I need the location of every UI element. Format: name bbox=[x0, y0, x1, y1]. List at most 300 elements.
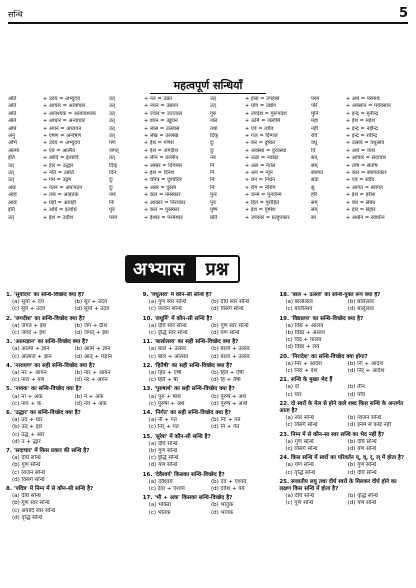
answer-option[interactable]: (d) विद्या + लय bbox=[285, 344, 320, 351]
question-options bbox=[279, 462, 410, 476]
question-item bbox=[6, 339, 137, 361]
sandhi-row bbox=[210, 163, 307, 170]
answer-option[interactable]: (a) बालोत्सव bbox=[285, 299, 313, 306]
answer-option[interactable]: (c) वृद्धि स्वर सन्धि bbox=[148, 330, 188, 337]
sandhi-row bbox=[210, 118, 307, 125]
question-stem: 7. 'सदाचार' में किस प्रकार की सन्धि है? bbox=[6, 448, 90, 455]
answer-option[interactable]: (b) तीन bbox=[347, 384, 365, 391]
answer-option[interactable]: (d) आत् + मज्ञान bbox=[74, 353, 113, 360]
sandhi-result: + एव = आत्मैव bbox=[42, 147, 76, 154]
sandhi-row bbox=[311, 133, 408, 140]
sandhi-result: + उदय = अभ्युदय bbox=[42, 140, 81, 147]
sandhi-result: + अन = न्यून bbox=[244, 170, 273, 177]
question-item bbox=[279, 455, 410, 477]
answer-option[interactable]: (a) बाल + उत्सव bbox=[148, 346, 186, 353]
sandhi-row bbox=[210, 133, 307, 140]
answer-option[interactable]: (c) व्यंजन सन्धि bbox=[148, 306, 182, 313]
sandhi-table bbox=[8, 96, 408, 248]
sandhi-row bbox=[109, 140, 206, 147]
question-stem: 6. 'उद्धार' का सन्धि-विच्छेद क्या है? bbox=[6, 410, 81, 417]
sandhi-word: पुनः bbox=[210, 192, 217, 199]
answer-option[interactable]: (a) दीर्घ सन्धि bbox=[285, 493, 315, 500]
sandhi-result: + एव = तथैव bbox=[244, 125, 274, 132]
question-stem: 14. 'निर्गत' का सही सन्धि-विच्छेद क्या है? bbox=[142, 410, 231, 417]
sandhi-word: दिन bbox=[109, 170, 116, 177]
exercise-banner bbox=[125, 254, 295, 284]
sandhi-word: निः bbox=[210, 177, 216, 184]
answer-option[interactable]: (b) गुण स्वर सन्धि bbox=[12, 500, 50, 507]
answer-option[interactable]: (d) दीर्घ सन्धि bbox=[347, 469, 377, 476]
sandhi-result: + आचार = अत्याचार bbox=[42, 103, 86, 110]
sandhi-row bbox=[210, 200, 307, 207]
answer-option[interactable]: (a) नर + आयन bbox=[12, 370, 47, 377]
sandhi-result: + आगत = स्वागत bbox=[345, 184, 383, 191]
sandhi-word: उत् bbox=[109, 125, 115, 132]
sandhi-word: तत् bbox=[109, 155, 115, 162]
answer-option[interactable]: (b) सूर + उदय bbox=[74, 299, 108, 306]
answer-option[interactable]: (a) ना + अक bbox=[12, 393, 43, 400]
answer-option[interactable]: (b) उत् + हार bbox=[12, 424, 43, 431]
sandhi-result: + ऊर्मि = जलोर्मि bbox=[244, 118, 281, 125]
sandhi-row bbox=[8, 163, 105, 170]
question-columns bbox=[6, 292, 410, 584]
sandhi-row bbox=[8, 215, 105, 222]
answer-option[interactable]: (d) यण सन्धि bbox=[347, 446, 377, 453]
sandhi-result: + ईश = महेश bbox=[345, 118, 376, 125]
answer-option[interactable]: (c) नाय + क bbox=[12, 400, 42, 407]
sandhi-row bbox=[8, 103, 105, 110]
sandhi-result: + अम्बर = दिगम्बर bbox=[143, 162, 183, 169]
sandhi-row bbox=[210, 148, 307, 155]
sandhi-word: आवः bbox=[8, 199, 18, 206]
answer-option[interactable]: (a) आत्मा + ज्ञान bbox=[12, 346, 50, 353]
question-stem: 10. 'लघूर्मि' में कौन-सी सन्धि है? bbox=[142, 315, 213, 322]
sandhi-word: उत् bbox=[109, 118, 115, 125]
sandhi-word: निः bbox=[210, 184, 216, 191]
sandhi-word: उत् bbox=[109, 96, 115, 102]
sandhi-row bbox=[311, 155, 408, 162]
answer-option[interactable]: (d) पुरुष + आर्थ bbox=[211, 400, 248, 407]
answer-option[interactable]: (c) निरा + देश bbox=[285, 368, 318, 375]
sandhi-word: दुः bbox=[109, 184, 113, 191]
answer-option[interactable]: (c) हितै + षी bbox=[148, 377, 178, 384]
sandhi-word: स्वागत bbox=[311, 170, 324, 177]
sandhi-result: + अर्थ = परमार्थ bbox=[345, 96, 380, 102]
sandhi-column bbox=[311, 96, 408, 248]
answer-option[interactable]: (a) देवैश्वर्य bbox=[148, 478, 173, 485]
sandhi-word: महा bbox=[311, 118, 319, 125]
question-item bbox=[143, 472, 274, 494]
answer-option[interactable]: (c) पुरुषा + अर्थ bbox=[148, 400, 185, 407]
question-options bbox=[6, 346, 137, 360]
answer-option[interactable]: (d) देवैश + वर्य bbox=[211, 486, 245, 493]
answer-option[interactable]: (c) बाल + ओत्सव bbox=[148, 353, 189, 360]
answer-option[interactable]: (c) आत्मज + ज्ञान bbox=[12, 353, 52, 360]
question-options bbox=[279, 493, 410, 507]
answer-option[interactable]: (c) गुण सन्धि bbox=[285, 500, 314, 507]
question-item bbox=[143, 292, 274, 314]
question-column bbox=[6, 292, 137, 584]
sandhi-row bbox=[311, 177, 408, 184]
sandhi-row bbox=[109, 118, 206, 125]
answer-option[interactable]: (c) सूर्य + उदय bbox=[12, 306, 46, 313]
sandhi-word: पुरः bbox=[210, 199, 217, 206]
sandhi-word: पुष्प bbox=[210, 207, 218, 214]
question-options bbox=[143, 441, 274, 470]
question-stem: 5. 'नायक' का सन्धि-विच्छेद क्या है? bbox=[6, 386, 82, 393]
question-options bbox=[143, 417, 274, 431]
answer-option[interactable]: (b) पुरुष + अर्थ bbox=[211, 393, 246, 400]
sandhi-result: + हित = पुरोहित bbox=[244, 199, 280, 206]
question-item bbox=[279, 479, 410, 508]
section-title-underline bbox=[150, 93, 266, 94]
sandhi-row bbox=[210, 170, 307, 177]
sandhi-word: परि bbox=[311, 103, 318, 110]
question-item bbox=[6, 410, 137, 446]
sandhi-result: + हार = उद्धार bbox=[42, 162, 74, 169]
answer-option[interactable]: (a) जगत + ईश bbox=[12, 322, 47, 329]
sandhi-word: अति bbox=[8, 118, 17, 125]
sandhi-result: + लीन = तल्लीन bbox=[143, 155, 179, 162]
sandhi-result: + बंध = संबंध bbox=[345, 199, 376, 206]
sandhi-row bbox=[210, 192, 307, 199]
question-options bbox=[6, 455, 137, 484]
question-stem: 8. 'पवित्र' में निम्न में से कौन-सी सन्धि है? bbox=[6, 486, 94, 493]
answer-option[interactable]: (c) भौतक bbox=[148, 509, 171, 516]
sandhi-word: गण bbox=[109, 140, 116, 147]
answer-option[interactable]: (b) दीर्घ सन्धि bbox=[347, 438, 377, 445]
answer-option[interactable]: (d) यण सन्धि bbox=[148, 462, 178, 469]
question-item bbox=[279, 316, 410, 352]
question-options bbox=[143, 502, 274, 516]
sandhi-row bbox=[109, 170, 206, 177]
answer-option[interactable]: (a) स्वर सन्धि bbox=[285, 415, 314, 422]
answer-option[interactable]: (b) हित + ऐषी bbox=[211, 370, 244, 377]
question-stem: 22. दो स्वरों के मेल से होने वाले शब्द किस सन्धि के अन्तर्गत आता है? bbox=[279, 400, 404, 415]
sandhi-result: + एव = सदैव bbox=[345, 177, 375, 184]
sandhi-result: + ईश = हरीश bbox=[345, 192, 376, 199]
answer-option[interactable]: (b) नै + अक bbox=[74, 393, 104, 400]
answer-option[interactable]: (b) निः + आदेश bbox=[347, 360, 384, 367]
sandhi-row bbox=[210, 126, 307, 133]
answer-option[interactable]: (d) बाला + उत्सव bbox=[211, 353, 250, 360]
question-options bbox=[6, 370, 137, 384]
sandhi-row bbox=[109, 111, 206, 118]
sandhi-row bbox=[109, 207, 206, 214]
sandhi-result: + आदि = इत्यादि bbox=[42, 155, 79, 162]
answer-option[interactable]: (c) निर् + गत bbox=[148, 424, 179, 431]
answer-option[interactable]: (c) अयादि स्वर सन्धि bbox=[12, 507, 56, 514]
sandhi-column bbox=[109, 96, 206, 248]
answer-option[interactable]: (d) यण सन्धि bbox=[347, 500, 377, 507]
sandhi-result: + इन्द्र = रवीन्द्र bbox=[345, 133, 378, 140]
answer-option[interactable]: (b) बालो + उत्सव bbox=[211, 346, 250, 353]
question-item bbox=[6, 448, 137, 484]
sandhi-row bbox=[210, 155, 307, 162]
answer-option[interactable]: (b) गुण सन्धि bbox=[347, 462, 377, 469]
sandhi-row bbox=[311, 207, 408, 214]
sandhi-row bbox=[311, 148, 408, 155]
answer-option[interactable]: (d) भावक bbox=[211, 509, 234, 516]
sandhi-row bbox=[109, 200, 206, 207]
question-item bbox=[279, 292, 410, 314]
sandhi-result: + हार = संहार bbox=[345, 207, 376, 214]
sandhi-row bbox=[8, 192, 105, 199]
question-item bbox=[6, 363, 137, 385]
sandhi-word: नि bbox=[210, 170, 215, 177]
sandhi-row bbox=[109, 177, 206, 184]
banner-part-2: प्रश्न bbox=[194, 255, 241, 283]
sandhi-word: आहः bbox=[8, 192, 18, 199]
sandhi-row bbox=[109, 126, 206, 133]
answer-option[interactable]: (c) देवा + ऐश्वर्य bbox=[148, 486, 185, 493]
sandhi-result: + उत्सव = वधूत्सव bbox=[345, 140, 385, 147]
question-stem: 11. 'बालोत्सव' का सही सन्धि-विच्छेद क्या है? bbox=[142, 339, 239, 346]
question-stem: 19. 'विद्यालय' का सन्धि-विच्छेद क्या है? bbox=[279, 315, 364, 322]
sandhi-column bbox=[8, 96, 105, 248]
question-item bbox=[143, 339, 274, 361]
answer-option[interactable]: (c) व्यंजन सन्धि bbox=[12, 469, 46, 476]
answer-option[interactable]: (a) दीर्घ सन्धि bbox=[12, 493, 41, 500]
sandhi-result: + नति = उन्नति bbox=[42, 170, 74, 177]
answer-option[interactable]: (b) आत्म + ज्ञान bbox=[74, 346, 111, 353]
answer-option[interactable]: (a) दीर्घ स्वर सन्धि bbox=[148, 322, 187, 329]
question-stem: 23. निम्न में से कौन-सा स्वर सन्धि का भेद नहीं है? bbox=[279, 431, 385, 438]
sandhi-row bbox=[109, 133, 206, 140]
sandhi-row bbox=[8, 118, 105, 125]
answer-option[interactable]: (a) उद + धार bbox=[12, 417, 43, 424]
sandhi-row bbox=[311, 215, 408, 222]
sandhi-word: अभि bbox=[8, 140, 17, 147]
sandhi-row bbox=[8, 96, 105, 103]
sandhi-result: + चरित्र = दुश्चरित्र bbox=[143, 177, 182, 184]
sandhi-word: उत् bbox=[8, 162, 14, 169]
answer-option[interactable]: (a) भोक्ता bbox=[148, 502, 171, 509]
question-stem: 12. 'हितैषी' का सही सन्धि-विच्छेद क्या है? bbox=[142, 362, 233, 369]
question-options bbox=[279, 361, 410, 375]
sandhi-result: + जन्म = पुनर्जन्म bbox=[244, 192, 282, 199]
sandhi-result: + उदय = अभ्युदय bbox=[42, 96, 81, 102]
answer-option[interactable]: (b) निः + गत bbox=[211, 417, 241, 424]
sandhi-result: + ईश = जगदीश bbox=[143, 147, 179, 154]
sandhi-result: + एषण = अन्वेषण bbox=[42, 133, 82, 140]
sandhi-row bbox=[210, 215, 307, 222]
answer-option[interactable]: (d) पाँच bbox=[347, 391, 366, 398]
sandhi-result: + कर = दुष्कर bbox=[244, 140, 276, 147]
sandhi-row bbox=[311, 192, 408, 199]
sandhi-word: गुरु bbox=[210, 110, 217, 117]
answer-option[interactable]: (a) पुरु + षार्थ bbox=[148, 393, 181, 400]
answer-option[interactable]: (a) नी + गत bbox=[148, 417, 177, 424]
sandhi-row bbox=[109, 163, 206, 170]
answer-option[interactable]: (d) बालूत्सव bbox=[347, 306, 374, 313]
sandhi-result: + हास = उपहास bbox=[244, 96, 280, 102]
sandhi-word: उत् bbox=[109, 133, 115, 140]
sandhi-result: + लास = उल्लास bbox=[143, 125, 180, 132]
answer-option[interactable]: (b) गुण स्वर सन्धि bbox=[211, 322, 249, 329]
answer-option[interactable]: (a) दो bbox=[285, 384, 300, 391]
sandhi-row bbox=[311, 126, 408, 133]
answer-option[interactable]: (a) दीर्घ सन्धि bbox=[12, 455, 41, 462]
answer-option[interactable]: (c) विसर्ग सन्धि bbox=[285, 446, 318, 453]
answer-option[interactable]: (d) नय + अक bbox=[74, 400, 107, 407]
sandhi-result: + तक = आहतक bbox=[42, 192, 79, 199]
question-item bbox=[6, 316, 137, 338]
answer-option[interactable]: (b) गुण सन्धि bbox=[12, 462, 41, 469]
sandhi-row bbox=[210, 185, 307, 192]
question-stem: 21. सन्धि के मुख्य भेद हैं bbox=[279, 377, 333, 384]
answer-option[interactable]: (a) दीर्घ सन्धि bbox=[148, 440, 178, 447]
sandhi-word: अनु bbox=[8, 133, 15, 140]
sandhi-row bbox=[210, 140, 307, 147]
answer-option[interactable]: (d) नर + अयन bbox=[74, 377, 108, 384]
sandhi-row bbox=[109, 215, 206, 222]
sandhi-word: नव bbox=[210, 155, 216, 162]
answer-option[interactable]: (d) यण सन्धि bbox=[211, 330, 240, 337]
answer-option[interactable]: (c) नारा + यण bbox=[12, 377, 45, 384]
sandhi-word: आत्मा bbox=[8, 147, 20, 154]
answer-option[interactable]: (c) विद + यालय bbox=[285, 337, 322, 344]
question-item bbox=[279, 377, 410, 399]
answer-option[interactable]: (d) विसर्ग सन्धि bbox=[12, 476, 45, 483]
sandhi-row bbox=[8, 111, 105, 118]
answer-option[interactable]: (c) उद्ध + आर bbox=[12, 431, 45, 438]
question-stem: 3. 'आत्मज्ञान' का सन्धि-विच्छेद क्या है? bbox=[6, 339, 89, 346]
question-item bbox=[279, 401, 410, 430]
sandhi-word: जगत् bbox=[109, 147, 119, 154]
sandhi-word: परम bbox=[311, 96, 320, 102]
question-stem: 24. किस सन्धि में स्वरों का परिवर्तन य्, व्, र्, ल् में होता है? bbox=[279, 455, 405, 462]
sandhi-word: नहीं bbox=[311, 125, 318, 132]
answer-option[interactable]: (c) वृद्धि सन्धि bbox=[148, 455, 179, 462]
answer-option[interactable]: (d) नि + र्गत bbox=[211, 424, 240, 431]
question-options bbox=[143, 479, 274, 493]
sandhi-result: + अधि = इत्यधि bbox=[42, 207, 77, 214]
answer-option[interactable]: (a) निर + आदेश bbox=[285, 360, 322, 367]
question-stem: 4. 'नारायण' का सही सन्धि-विच्छेद क्या है? bbox=[6, 362, 96, 369]
question-item bbox=[143, 386, 274, 408]
answer-option[interactable]: (b) वृद्धि सन्धि bbox=[347, 493, 378, 500]
answer-option[interactable]: (a) विद्य + आलय bbox=[285, 322, 324, 329]
sandhi-word: निः bbox=[109, 199, 115, 206]
answer-option[interactable]: (d) विसर्ग सन्धि bbox=[211, 306, 244, 313]
question-stem: 2. 'जगदीश' का सन्धि-विच्छेद क्या है? bbox=[6, 315, 86, 322]
answer-option[interactable]: (d) उ + द्धार bbox=[12, 438, 41, 445]
answer-option[interactable]: (b) जग + दीश bbox=[74, 322, 108, 329]
sandhi-word: अधि bbox=[8, 125, 17, 132]
answer-option[interactable]: (c) चार bbox=[285, 391, 302, 398]
sandhi-result: + ज्वल = उज्ज्वल bbox=[143, 110, 183, 117]
sandhi-row bbox=[109, 103, 206, 110]
sandhi-word: हरि bbox=[311, 192, 318, 199]
sandhi-row bbox=[210, 111, 307, 118]
sandhi-result: + आवश्यक = अत्यावश्यक bbox=[42, 110, 96, 117]
question-item bbox=[143, 495, 274, 517]
question-stem: 16. 'देवैश्वर्य' किसका सन्धि-विच्छेद है? bbox=[142, 471, 225, 478]
question-item bbox=[6, 292, 137, 314]
question-item bbox=[143, 434, 274, 470]
sandhi-word: सु bbox=[311, 184, 315, 191]
question-item bbox=[6, 486, 137, 522]
question-stem: 13. 'पुरुषार्थ' का सही सन्धि-विच्छेद क्या है? bbox=[142, 386, 235, 393]
sandhi-word: उत् bbox=[210, 96, 216, 102]
answer-option[interactable]: (d) निर् + आदेश bbox=[347, 368, 385, 375]
sandhi-result: + योग = उद्योग bbox=[244, 103, 277, 110]
sandhi-row bbox=[210, 207, 307, 214]
question-stem: 9. 'वधूत्सव' में कौन-सी सन्धि है? bbox=[142, 292, 212, 298]
answer-option[interactable]: (a) यण सन्धि bbox=[285, 462, 314, 469]
sandhi-row bbox=[311, 163, 408, 170]
question-options bbox=[143, 370, 274, 384]
sandhi-word: सम् bbox=[311, 207, 318, 214]
sandhi-row bbox=[109, 96, 206, 103]
answer-option[interactable]: (b) देव + ऐश्वर्य bbox=[211, 478, 247, 485]
answer-option[interactable]: (d) सूर्या + उदय bbox=[74, 306, 110, 313]
answer-option[interactable]: (c) वृद्धि सन्धि bbox=[285, 469, 316, 476]
answer-option[interactable]: (c) जगद + ईश bbox=[12, 330, 46, 337]
sandhi-word: वधू bbox=[311, 140, 318, 147]
answer-option[interactable]: (b) दीर्घ स्वर सन्धि bbox=[211, 299, 250, 306]
question-column bbox=[279, 292, 410, 584]
answer-option[interactable]: (b) बालत्सव bbox=[347, 299, 374, 306]
sandhi-word: उत् bbox=[210, 103, 216, 110]
answer-option[interactable]: (b) विद्या + आलय bbox=[285, 330, 325, 337]
sandhi-word: दुः bbox=[210, 147, 214, 154]
question-options bbox=[6, 493, 137, 522]
answer-option[interactable]: (b) भावुक bbox=[211, 502, 234, 509]
question-options bbox=[279, 299, 410, 313]
answer-option[interactable]: (c) विसर्ग सन्धि bbox=[285, 422, 318, 429]
question-stem: 25. सजातीय लघु तथा दीर्घ स्वरों के मिलकर दीर्घ होने का लक्षण किस सन्धि में होता है? bbox=[279, 478, 397, 493]
sandhi-word: इति bbox=[8, 155, 15, 162]
question-item bbox=[6, 386, 137, 408]
question-options bbox=[143, 346, 274, 360]
question-item bbox=[143, 316, 274, 338]
sandhi-result: + आधार = अन्याधार bbox=[42, 118, 86, 125]
sandhi-result: + अवस्था = दुरवस्था bbox=[244, 147, 287, 154]
answer-option[interactable]: (c) बालीत्सव bbox=[285, 306, 313, 313]
answer-option[interactable]: (a) हित + एषी bbox=[148, 370, 182, 377]
sandhi-word: अति bbox=[8, 96, 17, 102]
answer-option[interactable]: (d) हि + तैषी bbox=[211, 377, 241, 384]
sandhi-row bbox=[109, 148, 206, 155]
question-options bbox=[6, 299, 137, 313]
header-rule bbox=[8, 22, 408, 24]
sandhi-row bbox=[8, 133, 105, 140]
answer-option[interactable]: (a) सूर्यो + दय bbox=[12, 299, 44, 306]
sandhi-row bbox=[8, 200, 105, 207]
sandhi-result: + अर्थ = व्यर्थ bbox=[345, 147, 375, 154]
sandhi-row bbox=[311, 140, 408, 147]
sandhi-word: तथा bbox=[210, 125, 218, 132]
sandhi-result: + ईश = दिनेश bbox=[143, 170, 175, 177]
sandhi-row bbox=[311, 111, 408, 118]
sandhi-result: + उपदेश = गुरूपदेश bbox=[244, 110, 287, 117]
sandhi-result: + आकार = निराकार bbox=[143, 199, 186, 206]
answer-option[interactable]: (a) गुण स्वर सन्धि bbox=[148, 299, 187, 306]
question-options bbox=[279, 415, 410, 429]
answer-option[interactable]: (b) गुण सन्धि bbox=[148, 448, 178, 455]
sandhi-word: इति bbox=[8, 207, 15, 214]
answer-option[interactable]: (d) वृद्धि सन्धि bbox=[12, 514, 43, 521]
answer-option[interactable]: (d) जगत् + ईश bbox=[74, 330, 109, 337]
sandhi-word: उत् bbox=[8, 214, 14, 221]
answer-option[interactable]: (b) व्यंजन सन्धि bbox=[347, 415, 382, 422]
answer-option[interactable]: (d) इनमें से कोई नहीं bbox=[347, 422, 391, 429]
answer-option[interactable]: (b) नार + आयन bbox=[74, 370, 111, 377]
answer-option[interactable]: (a) गुण सन्धि bbox=[285, 438, 314, 445]
sandhi-word: स्व bbox=[311, 214, 316, 221]
